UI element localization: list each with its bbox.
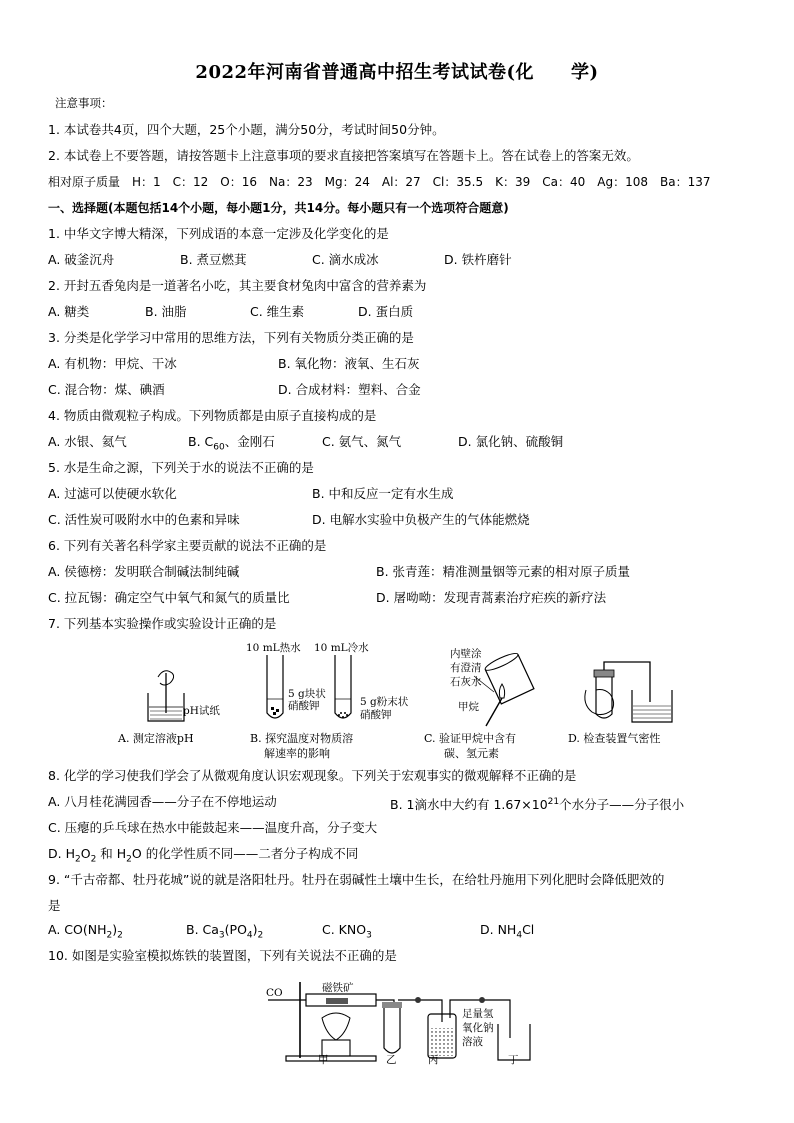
q8-option-a: A. 八月桂花满园香——分子在不停地运动 — [48, 794, 277, 809]
q4-stem: 4. 物质由微观粒子构成。下列物质都是由原子直接构成的是 — [48, 408, 377, 423]
atomic-masses: 相对原子质量 H：1 C：12 O：16 Na：23 Mg：24 Al：27 Cl：35.5 K：39 Ca：40 Ag：108 Ba：137 — [48, 175, 711, 189]
q10-figure-apparatus — [262, 978, 542, 1070]
q5-option-c: C. 活性炭可吸附水中的色素和异味 — [48, 512, 240, 527]
q10-label-naoh-1: 足量氢 — [462, 1008, 494, 1020]
q4-option-d: D. 氯化钠、硫酸铜 — [458, 434, 564, 449]
q5-option-d: D. 电解水实验中负极产生的气体能燃烧 — [312, 512, 530, 527]
q4-option-a: A. 水银、氦气 — [48, 434, 127, 449]
q6-option-c: C. 拉瓦锡：确定空气中氧气和氮气的质量比 — [48, 590, 290, 605]
q9-option-b: B. $Ca_3(PO_4)_2$ — [186, 922, 264, 941]
q7-figure-a-label: pH试纸 — [183, 705, 220, 717]
q7-stem: 7. 下列基本实验操作或实验设计正确的是 — [48, 616, 277, 631]
q10-label-yi: 乙 — [386, 1054, 397, 1066]
q7-figure-c-beaker-flame — [470, 650, 540, 730]
q8-stem: 8. 化学的学习使我们学会了从微观角度认识宏观现象。下列关于宏观事实的微观解释不正确的是 — [48, 768, 577, 783]
q7-figure-b-powder-2: 硝酸钾 — [360, 709, 392, 721]
q4-option-b: B. $C_{60}$、金刚石 — [188, 434, 275, 453]
q6-option-a: A. 侯德榜：发明联合制碱法制纯碱 — [48, 564, 240, 579]
q7-figure-b-caption-1: B. 探究温度对物质溶 — [250, 732, 354, 745]
q7-figure-d-caption: D. 检查装置气密性 — [568, 732, 661, 745]
q10-label-ding: 丁 — [508, 1054, 519, 1066]
q5-option-a: A. 过滤可以使硬水软化 — [48, 486, 177, 501]
q6-stem: 6. 下列有关著名科学家主要贡献的说法不正确的是 — [48, 538, 327, 553]
notice-item-2: 2. 本试卷上不要答题，请按答题卡上注意事项的要求直接把答案填写在答题卡上。答在试卷上的答案无效。 — [48, 148, 639, 163]
q7-figure-b-lump-1: 5 g块状 — [288, 688, 326, 700]
q10-label-ore: 磁铁矿 — [322, 982, 354, 994]
q7-figure-c-label-3: 石灰水 — [450, 676, 482, 688]
q7-figure-c-label-4: 甲烷 — [458, 701, 479, 713]
q6-option-b: B. 张青莲：精准测量铟等元素的相对原子质量 — [376, 564, 631, 579]
q1-option-a: A. 破釜沉舟 — [48, 252, 115, 267]
q7-figure-c-label-2: 有澄清 — [450, 662, 482, 674]
q10-label-naoh-3: 溶液 — [462, 1036, 483, 1048]
q7-figure-b-caption-2: 解速率的影响 — [264, 747, 330, 760]
q1-stem: 1. 中华文字博大精深，下列成语的本意一定涉及化学变化的是 — [48, 226, 389, 241]
q7-figure-d-apparatus — [580, 660, 680, 728]
q7-figure-b-cold-water: 10 mL冷水 — [314, 642, 369, 654]
q5-option-b: B. 中和反应一定有水生成 — [312, 486, 454, 501]
q7-figure-b-powder-1: 5 g粉末状 — [360, 696, 409, 708]
q3-option-b: B. 氧化物：液氧、生石灰 — [278, 356, 420, 371]
q5-stem: 5. 水是生命之源，下列关于水的说法不正确的是 — [48, 460, 314, 475]
notice-item-1: 1. 本试卷共4页，四个大题，25个小题，满分50分，考试时间50分钟。 — [48, 122, 445, 137]
q2-option-b: B. 油脂 — [145, 304, 187, 319]
q7-figure-b-lump-2: 硝酸钾 — [288, 700, 320, 712]
q1-option-b: B. 煮豆燃萁 — [180, 252, 247, 267]
q7-figure-a-caption: A. 测定溶液pH — [118, 732, 194, 745]
q3-option-c: C. 混合物：煤、碘酒 — [48, 382, 165, 397]
q10-label-naoh-2: 氧化钠 — [462, 1022, 494, 1034]
q8-option-d: D. $H_2O_2$ 和 $H_2O$ 的化学性质不同——二者分子构成不同 — [48, 846, 359, 865]
q7-figure-c-caption-2: 碳、氢元素 — [444, 747, 499, 760]
q2-option-d: D. 蛋白质 — [358, 304, 414, 319]
section-1-heading: 一、选择题(本题包括14个小题，每小题1分，共14分。每小题只有一个选项符合题意) — [48, 201, 509, 215]
q3-option-d: D. 合成材料：塑料、合金 — [278, 382, 421, 397]
q6-option-d: D. 屠呦呦：发现青蒿素治疗疟疾的新疗法 — [376, 590, 607, 605]
q1-option-c: C. 滴水成冰 — [312, 252, 379, 267]
q9-option-c: C. $KNO_3$ — [322, 922, 372, 941]
q2-option-c: C. 维生素 — [250, 304, 305, 319]
q9-stem-2: 是 — [48, 898, 61, 913]
q3-stem: 3. 分类是化学学习中常用的思维方法，下列有关物质分类正确的是 — [48, 330, 414, 345]
q3-option-a: A. 有机物：甲烷、干冰 — [48, 356, 177, 371]
q7-figure-c-caption-1: C. 验证甲烷中含有 — [424, 732, 517, 745]
q8-option-b: B. 1滴水中大约有 $1.67\times 10^{21}$个水分子——分子很小 — [390, 797, 685, 813]
q10-label-jia: 甲 — [318, 1054, 329, 1066]
q2-option-a: A. 糖类 — [48, 304, 90, 319]
q9-option-a: A. $CO(NH_2)_2$ — [48, 922, 123, 941]
page-title: 2022年河南省普通高中招生考试试卷(化 学) — [195, 62, 599, 83]
notice-heading: 注意事项： — [55, 96, 113, 110]
q9-stem-1: 9. “千古帝都、牡丹花城”说的就是洛阳牡丹。牡丹在弱碱性土壤中生长，在给牡丹施用下列化肥时会降低肥效的 — [48, 872, 665, 887]
q7-figure-b-hot-water: 10 mL热水 — [246, 642, 301, 654]
q1-option-d: D. 铁杵磨针 — [444, 252, 512, 267]
q10-label-bing: 丙 — [428, 1054, 439, 1066]
q10-label-co: CO — [266, 987, 283, 999]
q10-stem: 10. 如图是实验室模拟炼铁的装置图，下列有关说法不正确的是 — [48, 948, 397, 963]
q4-option-c: C. 氨气、氮气 — [322, 434, 402, 449]
q8-option-c: C. 压瘪的乒乓球在热水中能鼓起来——温度升高，分子变大 — [48, 820, 378, 835]
q7-figure-c-label-1: 内壁涂 — [450, 648, 482, 660]
q2-stem: 2. 开封五香兔肉是一道著名小吃，其主要食材兔肉中富含的营养素为 — [48, 278, 427, 293]
q9-option-d: D. $NH_4Cl$ — [480, 922, 535, 941]
